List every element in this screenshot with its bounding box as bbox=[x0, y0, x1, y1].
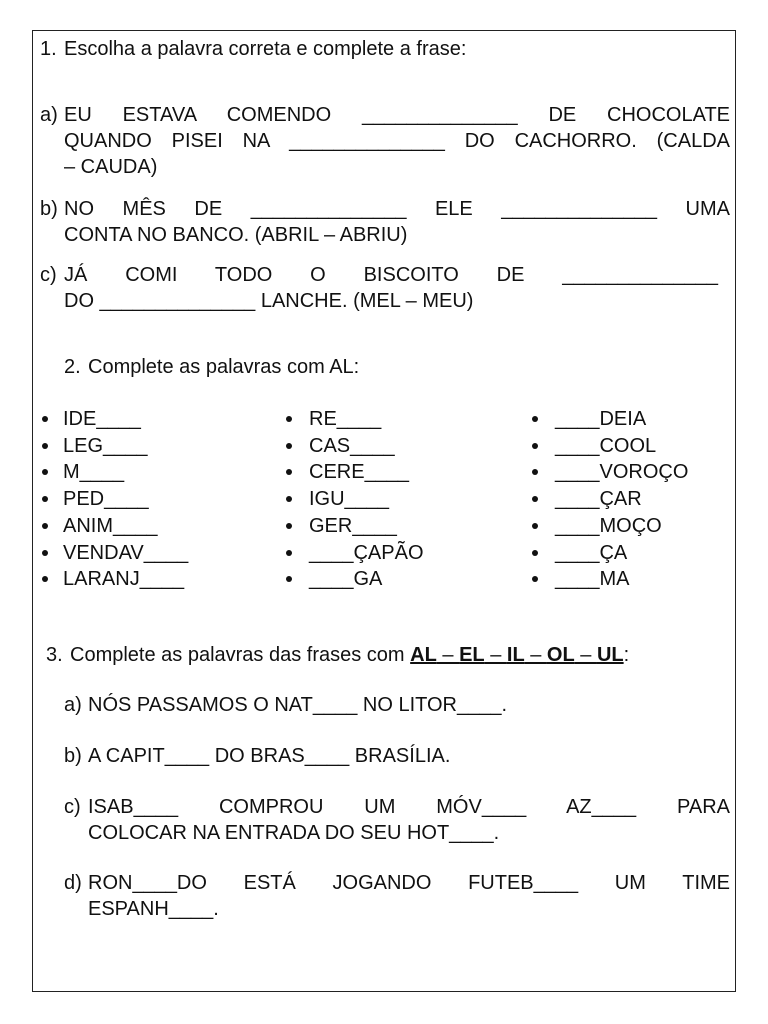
q2-word-item: PED____ bbox=[63, 488, 149, 511]
q3-c-line1: ISAB____ COMPROU UM MÓV____ AZ____ PARA bbox=[88, 796, 730, 818]
q1-b-line1: NO MÊS DE ______________ ELE ______________ UMA bbox=[64, 198, 730, 220]
q1-title: Escolha a palavra correta e complete a frase: bbox=[64, 38, 467, 60]
q3-c-label: c) bbox=[64, 796, 81, 818]
q1-a-line3: – CAUDA) bbox=[64, 156, 158, 178]
q3-a-line1: NÓS PASSAMOS O NAT____ NO LITOR____. bbox=[88, 694, 508, 716]
q1-number: 1. bbox=[40, 38, 57, 60]
bullet-dot bbox=[532, 443, 538, 449]
q3-option-el: EL bbox=[459, 644, 485, 666]
q2-word-item: LEG____ bbox=[63, 434, 148, 457]
bullet-dot bbox=[42, 416, 48, 422]
q1-b-label: b) bbox=[40, 198, 58, 220]
q2-word-item: CAS____ bbox=[309, 434, 395, 457]
q2-word-item: ____DEIA bbox=[555, 408, 647, 430]
q3-title bbox=[70, 642, 629, 668]
bullet-dot bbox=[42, 550, 48, 556]
q2-word-item: ____VOROÇO bbox=[555, 461, 689, 484]
bullet-dot bbox=[42, 523, 48, 529]
bullet-dot bbox=[532, 416, 538, 422]
q2-word-item: ____ÇA bbox=[555, 541, 628, 564]
bullet-dot bbox=[286, 523, 292, 529]
q2-word-item: GER____ bbox=[309, 514, 397, 537]
q2-word-item: VENDAV____ bbox=[63, 541, 189, 564]
bullet-dot bbox=[532, 550, 538, 556]
bullet-dot bbox=[532, 523, 538, 529]
q3-d-line1: RON____DO ESTÁ JOGANDO FUTEB____ UM TIME bbox=[88, 872, 730, 894]
q3-number: 3. bbox=[46, 644, 63, 666]
bullet-dot bbox=[42, 443, 48, 449]
q2-word-item: ____GA bbox=[309, 568, 383, 591]
q1-a-line2: QUANDO PISEI NA ______________ DO CACHORRO. (CALDA bbox=[64, 130, 730, 152]
q3-option-ul: UL bbox=[596, 644, 624, 666]
q2-word-item: ANIM____ bbox=[63, 514, 158, 537]
q2-title: Complete as palavras com AL: bbox=[88, 356, 360, 378]
q2-word-item: IGU____ bbox=[309, 488, 390, 511]
q2-number: 2. bbox=[64, 356, 81, 378]
q2-word-item: LARANJ____ bbox=[63, 568, 185, 591]
q2-word-item: IDE____ bbox=[63, 408, 141, 430]
q1-b-line2: CONTA NO BANCO. (ABRIL – ABRIU) bbox=[64, 224, 408, 246]
q3-a-label: a) bbox=[64, 694, 82, 716]
q2-word-item: CERE____ bbox=[309, 461, 410, 484]
q3-c-line2: COLOCAR NA ENTRADA DO SEU HOT____. bbox=[88, 822, 500, 844]
q2-word-item: ____COOL bbox=[555, 434, 657, 457]
q3-option-al: AL bbox=[410, 644, 437, 666]
q3-dash-3: – bbox=[524, 644, 547, 666]
bullet-dot bbox=[286, 443, 292, 449]
q3-b-line1: A CAPIT____ DO BRAS____ BRASÍLIA. bbox=[88, 745, 451, 767]
q3-dash-2: – bbox=[484, 644, 507, 666]
q2-word-item: RE____ bbox=[309, 408, 382, 430]
q3-d-label: d) bbox=[64, 872, 82, 894]
q3-dash-4: – bbox=[574, 644, 597, 666]
q2-word-item: M____ bbox=[63, 461, 125, 484]
q3-b-label: b) bbox=[64, 745, 82, 767]
q1-c-line2: DO ______________ LANCHE. (MEL – MEU) bbox=[64, 290, 474, 312]
q2-word-item: ____MA bbox=[555, 568, 630, 591]
q3-option-il: IL bbox=[506, 644, 525, 666]
q3-title-prefix: Complete as palavras das frases com bbox=[70, 644, 411, 666]
bullet-dot bbox=[286, 550, 292, 556]
q3-dash-1: – bbox=[436, 644, 460, 666]
q1-c-line1: JÁ COMI TODO O BISCOITO DE ______________ bbox=[64, 264, 718, 286]
q1-a-label: a) bbox=[40, 104, 58, 126]
q1-a-line1: EU ESTAVA COMENDO ______________ DE CHOCOLATE bbox=[64, 104, 730, 126]
q3-colon: : bbox=[623, 644, 630, 666]
q1-c-label: c) bbox=[40, 264, 57, 286]
q3-d-line2: ESPANH____. bbox=[88, 898, 219, 920]
q2-word-item: ____MOÇO bbox=[555, 514, 662, 537]
bullet-dot bbox=[286, 416, 292, 422]
q2-word-item: ____ÇAR bbox=[555, 488, 642, 511]
q2-word-item: ____ÇAPÃO bbox=[309, 541, 424, 564]
q3-option-ol: OL bbox=[546, 644, 575, 666]
